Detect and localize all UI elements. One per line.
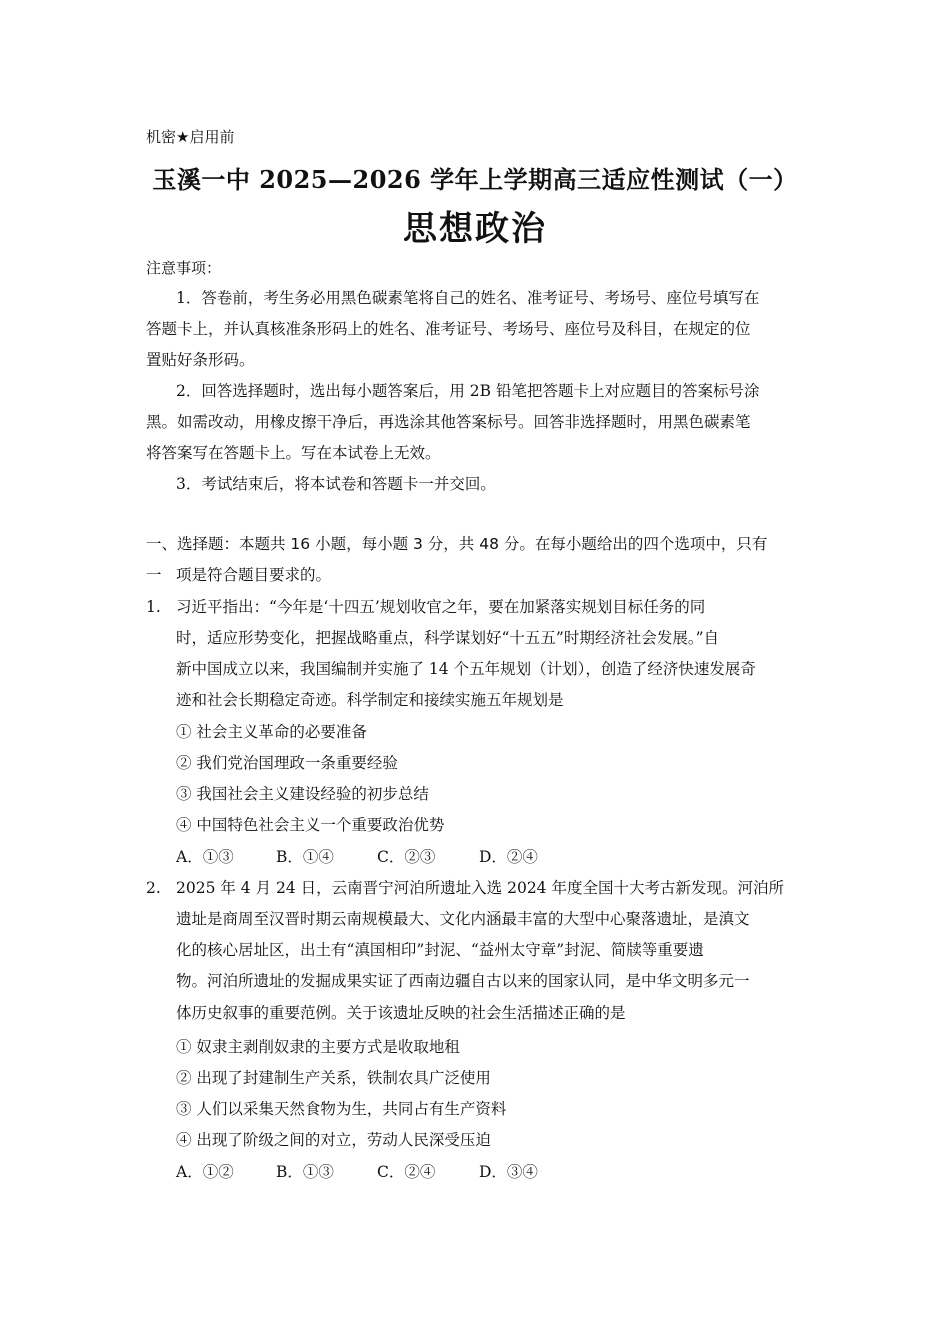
answer-option-a: A．①② xyxy=(176,1163,234,1181)
notice-line: 1．答卷前，考生务必用黑色碳素笔将自己的姓名、准考证号、考场号、座位号填写在 xyxy=(176,289,760,307)
question-stem-line: 迹和社会长期稳定奇迹。科学制定和接续实施五年规划是 xyxy=(176,691,564,709)
notice-heading: 注意事项： xyxy=(146,259,222,277)
confidential-mark: 机密★启用前 xyxy=(146,128,235,146)
answer-option-b: B．①④ xyxy=(276,848,334,866)
notice-line: 答题卡上，并认真核准条形码上的姓名、准考证号、考场号、座位号及科目，在规定的位 xyxy=(146,320,751,338)
question-stem-line: 化的核心居址区，出土有“滇国相印”封泥、“益州太守章”封泥、简牍等重要遗 xyxy=(176,941,704,959)
question-stem-line: 习近平指出：“今年是‘十四五’规划收官之年，要在加紧落实规划目标任务的同 xyxy=(176,598,706,616)
section-heading-cont: 项是符合题目要求的。 xyxy=(176,566,332,584)
question-item: ② 出现了封建制生产关系，铁制农具广泛使用 xyxy=(176,1069,491,1087)
question-item: ① 社会主义革命的必要准备 xyxy=(176,723,367,741)
question-item: ④ 中国特色社会主义一个重要政治优势 xyxy=(176,816,445,834)
question-stem-line: 2025 年 4 月 24 日，云南晋宁河泊所遗址入选 2024 年度全国十大考古新发现。河泊所 xyxy=(176,879,784,897)
answer-option-d: D．②④ xyxy=(479,848,538,866)
answer-option-a: A．①③ xyxy=(176,848,234,866)
answer-option-d: D．③④ xyxy=(479,1163,538,1181)
notice-line: 置贴好条形码。 xyxy=(146,351,255,369)
section-heading-prefix: 一 xyxy=(146,566,162,584)
question-item: ① 奴隶主剥削奴隶的主要方式是收取地租 xyxy=(176,1038,460,1056)
question-number: 1. xyxy=(146,598,161,616)
notice-line: 3．考试结束后，将本试卷和答题卡一并交回。 xyxy=(176,475,496,493)
question-stem-line: 遗址是商周至汉晋时期云南规模最大、文化内涵最丰富的大型中心聚落遗址，是滇文 xyxy=(176,910,750,928)
answer-option-c: C．②③ xyxy=(377,848,436,866)
notice-line: 将答案写在答题卡上。写在本试卷上无效。 xyxy=(146,444,441,462)
question-stem-line: 新中国成立以来，我国编制并实施了 14 个五年规划（计划），创造了经济快速发展奇 xyxy=(176,660,756,678)
notice-line: 2．回答选择题时，选出每小题答案后，用 2B 铅笔把答题卡上对应题目的答案标号涂 xyxy=(176,382,760,400)
question-stem-line: 时，适应形势变化，把握战略重点，科学谋划好“十五五”时期经济社会发展。”自 xyxy=(176,629,720,647)
section-heading: 一、选择题：本题共 16 小题，每小题 3 分，共 48 分。在每小题给出的四个选项中，只有 xyxy=(146,535,768,553)
question-item: ④ 出现了阶级之间的对立，劳动人民深受压迫 xyxy=(176,1131,491,1149)
question-stem-line: 体历史叙事的重要范例。关于该遗址反映的社会生活描述正确的是 xyxy=(176,1004,626,1022)
answer-option-c: C．②④ xyxy=(377,1163,436,1181)
question-number: 2. xyxy=(146,879,161,897)
question-stem-line: 物。河泊所遗址的发掘成果实证了西南边疆自古以来的国家认同，是中华文明多元一 xyxy=(176,972,750,990)
question-item: ③ 人们以采集天然食物为生，共同占有生产资料 xyxy=(176,1100,507,1118)
notice-line: 黑。如需改动，用橡皮擦干净后，再选涂其他答案标号。回答非选择题时，用黑色碳素笔 xyxy=(146,413,751,431)
question-item: ③ 我国社会主义建设经验的初步总结 xyxy=(176,785,429,803)
subject-title: 思想政治 xyxy=(403,209,547,249)
answer-option-b: B．①③ xyxy=(276,1163,334,1181)
exam-title: 玉溪一中 2025—2026 学年上学期高三适应性测试（一） xyxy=(152,165,798,194)
question-item: ② 我们党治国理政一条重要经验 xyxy=(176,754,398,772)
